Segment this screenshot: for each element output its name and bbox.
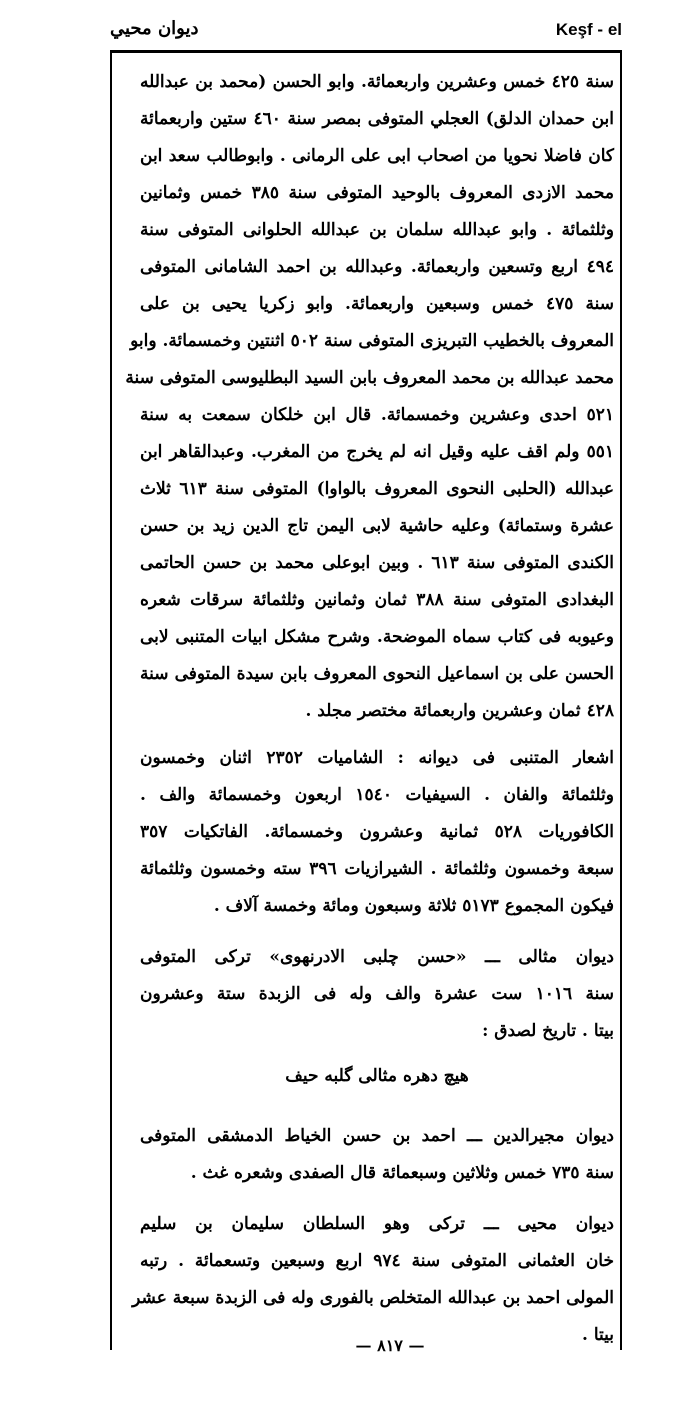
text-line: ٥٢١ احدى وعشرين وخمسمائة. قال ابن خلكان سمعت به سنة bbox=[140, 405, 614, 425]
text-line: كان فاضلا نحويا من اصحاب ابى على الرمانى . وابوطالب سعد ابن bbox=[140, 146, 614, 166]
text-line: الكافوريات ٥٢٨ ثمانية وعشرون وخمسمائة. الفاتكيات ٣٥٧ bbox=[140, 822, 614, 842]
text-line: وثلثمائة والفان . السيفيات ١٥٤٠ اربعون وخمسمائة والف . bbox=[140, 785, 614, 805]
text-line: سنة ٧٣٥ خمس وثلاثين وسبعمائة قال الصفدى وشعره غث . bbox=[190, 1163, 614, 1183]
running-title: ديوان محيي bbox=[110, 18, 199, 39]
text-line: المولى احمد بن عبدالله المتخلص بالفورى وله فى الزبدة سبعة عشر bbox=[132, 1288, 614, 1308]
text-line: ابن حمدان الدلق) العجلي المتوفى بمصر سنة ٤٦٠ ستين واربعمائة bbox=[140, 109, 614, 129]
text-line: عبدالله (الحلبى النحوى المعروف بالواوا) المتوفى سنة ٦١٣ ثلاث bbox=[140, 479, 614, 499]
text-line: خان العثمانى المتوفى سنة ٩٧٤ اربع وسبعين وتسعمائة . رتبه bbox=[140, 1251, 614, 1271]
entry-paragraph bbox=[132, 1206, 614, 1354]
left-margin-rule bbox=[110, 50, 112, 1350]
text-line: اشعار المتنبى فى ديوانه : الشاميات ٢٣٥٢ اثنان وخمسون bbox=[140, 748, 614, 768]
text-line: ٤٩٤ اربع وتسعين واربعمائة. وعبدالله بن احمد الشامانى المتوفى bbox=[140, 257, 614, 277]
paragraph-gap bbox=[140, 1104, 614, 1118]
text-line: ٥٥١ ولم اقف عليه وقيل انه لم يخرج من المغرب. وعبدالقاهر ابن bbox=[140, 442, 614, 462]
verse-line: هيچ دهره مثالى گلبه حيف bbox=[285, 1066, 469, 1086]
text-line: وثلثمائة . وابو عبدالله سلمان بن عبدالله الحلوانى المتوفى سنة bbox=[140, 220, 614, 240]
text-line: فيكون المجموع ٥١٧٣ ثلاثة وسبعون ومائة وخمسة آلاف . bbox=[213, 896, 614, 916]
text-line: سبعة وخمسون وثلثمائة . الشيرازيات ٣٩٦ سته وخمسون وثلثمائة bbox=[140, 859, 614, 879]
text-line: وعيوبه فى كتاب سماه الموضحة. وشرح مشكل ابيات المتنبى لابى bbox=[140, 627, 614, 647]
entry-paragraph bbox=[125, 64, 614, 730]
text-line: سنة ٤٢٥ خمس وعشرين واربعمائة. وابو الحسن (محمد بن عبدالله bbox=[140, 72, 614, 92]
text-line: عشرة وستمائة) وعليه حاشية لابى اليمن تاج الدين زيد بن حسن bbox=[140, 516, 614, 536]
text-line: بيتا . bbox=[581, 1325, 614, 1345]
running-source: Keşf - el bbox=[555, 20, 622, 39]
paragraph-gap bbox=[140, 925, 614, 939]
entry-paragraph bbox=[140, 1118, 614, 1192]
header-rule bbox=[110, 50, 622, 53]
text-line: الحسن على بن اسماعيل النحوى المعروف بابن سيدة المتوفى سنة bbox=[140, 664, 614, 684]
paragraph-gap bbox=[140, 1192, 614, 1206]
paragraph-gap bbox=[140, 730, 614, 740]
text-line: المعروف بالخطيب التبريزى المتوفى سنة ٥٠٢ اثنتين وخمسمائة. وابو bbox=[130, 331, 614, 351]
text-line: محمد عبدالله بن محمد المعروف بابن السيد البطليوسى المتوفى سنة bbox=[125, 368, 614, 388]
text-line: الكندى المتوفى سنة ٦١٣ . وبين ابوعلى محمد بن حسن الحاتمى bbox=[140, 553, 614, 573]
text-line: محمد الازدى المعروف بالوحيد المتوفى سنة ٣٨٥ خمس وثمانين bbox=[140, 183, 614, 203]
entry-paragraph bbox=[140, 939, 614, 1050]
text-line: البغدادى المتوفى سنة ٣٨٨ ثمان وثمانين وثلثمائة سرقات شعره bbox=[140, 590, 614, 610]
text-line: ديوان مجيرالدين ـــ احمد بن حسن الخياط الدمشقى المتوفى bbox=[140, 1126, 614, 1146]
page-header bbox=[110, 14, 622, 50]
text-line: ديوان محيى ـــ تركى وهو السلطان سليمان بن سليم bbox=[140, 1214, 614, 1234]
text-line: ديوان مثالى ـــ «حسن چلبى الادرنهوى» تركى المتوفى bbox=[140, 947, 614, 967]
entry-paragraph bbox=[140, 740, 614, 925]
text-line: سنة ٤٧٥ خمس وسبعين واربعمائة. وابو زكريا يحيى بن على bbox=[140, 294, 614, 314]
page-body bbox=[125, 64, 614, 1354]
text-line: بيتا . تاريخ لصدق : bbox=[482, 1021, 614, 1041]
page-number: — ٨١٧ — bbox=[355, 1336, 425, 1355]
text-line: ٤٢٨ ثمان وعشرين واربعمائة مختصر مجلد . bbox=[305, 701, 614, 721]
right-margin-rule bbox=[620, 50, 622, 1350]
text-line: سنة ١٠١٦ ست عشرة والف وله فى الزبدة ستة وعشرون bbox=[140, 984, 614, 1004]
